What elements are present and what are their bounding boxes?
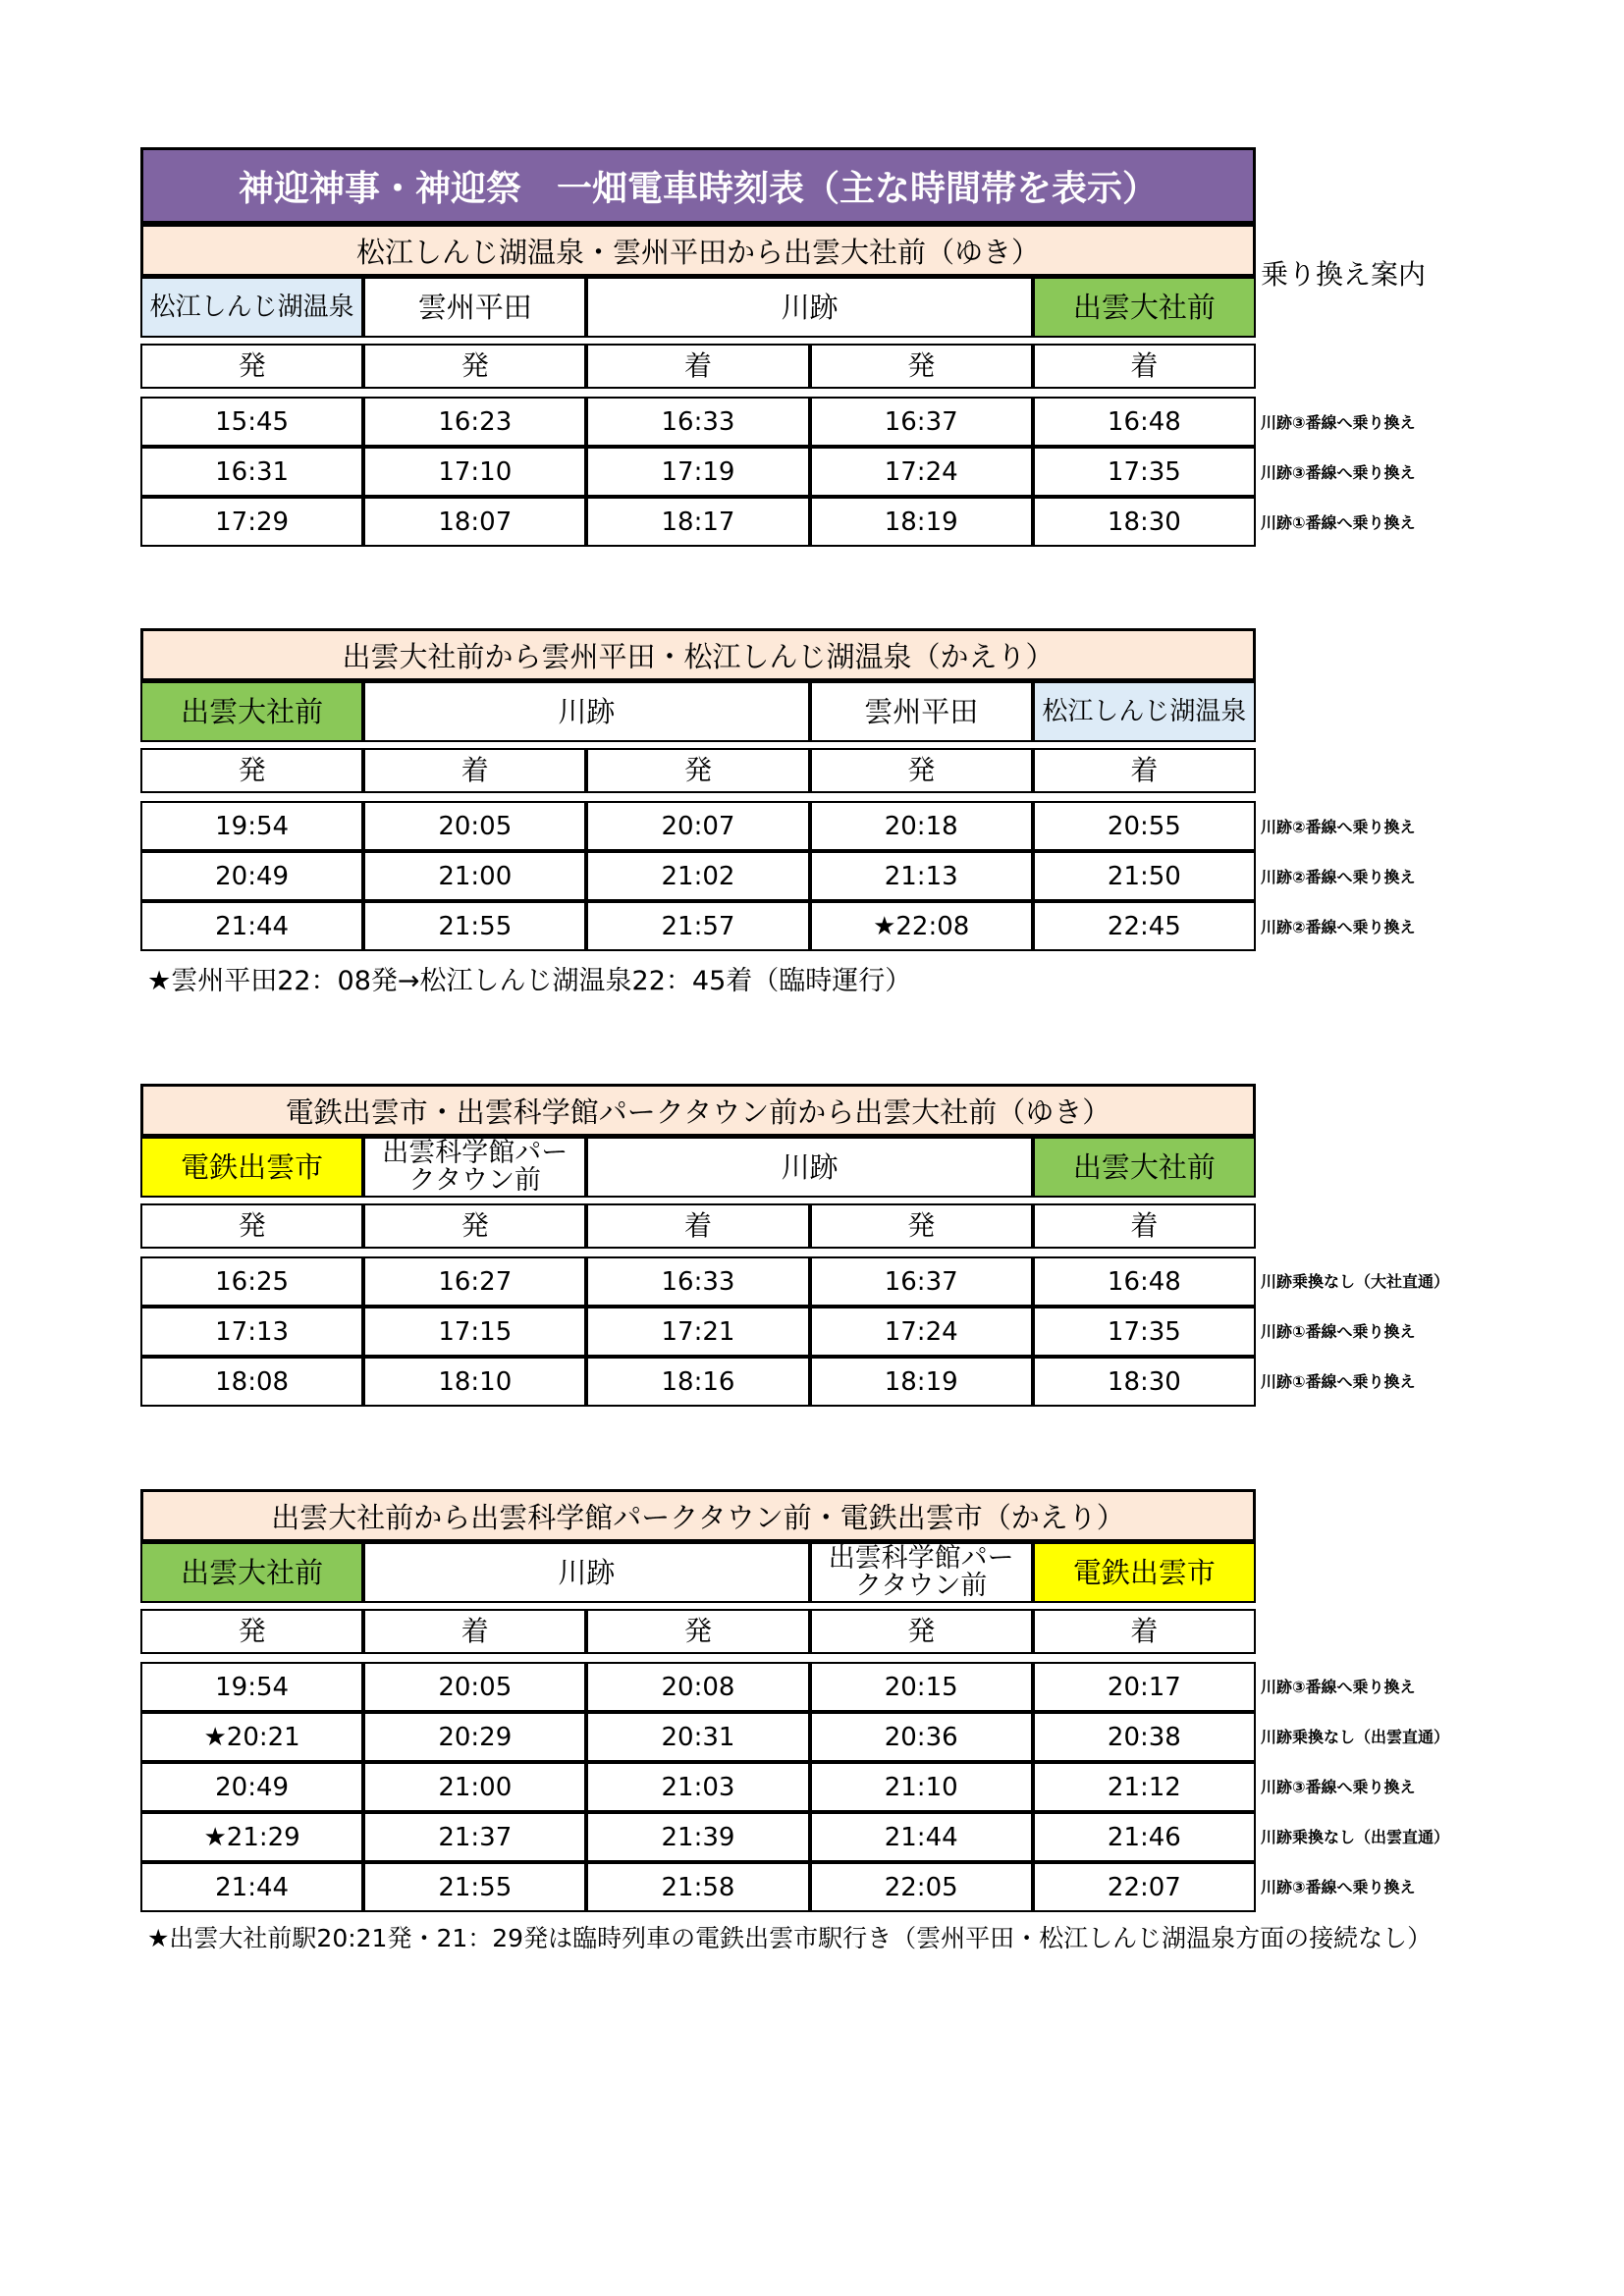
time-cell: 21:39: [586, 1812, 809, 1862]
time-rows: [140, 1662, 1256, 1912]
transfer-note: 川跡②番線へ乗り換え: [1261, 818, 1416, 836]
transfer-note: 川跡①番線へ乗り換え: [1261, 513, 1416, 532]
time-cell: 20:05: [363, 801, 586, 851]
time-cell: 21:37: [363, 1812, 586, 1862]
header-cell: 発: [810, 344, 1033, 389]
time-cell: 20:17: [1033, 1662, 1256, 1712]
station-row: [140, 1137, 1256, 1198]
station-kawato: 川跡: [363, 1542, 809, 1603]
transfer-note: 川跡乗換なし（大社直通）: [1261, 1272, 1450, 1291]
time-cell: 18:16: [586, 1357, 809, 1407]
header-cell: 発: [140, 748, 363, 793]
time-cell: 17:21: [586, 1307, 809, 1357]
section-title: 松江しんじ湖温泉・雲州平田から出雲大社前（ゆき）: [140, 224, 1256, 277]
time-cell: 18:08: [140, 1357, 363, 1407]
time-cell: 21:44: [140, 1862, 363, 1912]
transfer-note: 川跡②番線へ乗り換え: [1261, 868, 1416, 886]
header-cell: 発: [586, 748, 809, 793]
time-cell: 21:55: [363, 901, 586, 951]
time-cell: 21:58: [586, 1862, 809, 1912]
time-cell: 15:45: [140, 397, 363, 447]
time-cell: 18:19: [810, 497, 1033, 547]
transfer-note: 川跡③番線へ乗り換え: [1261, 413, 1416, 432]
time-cell: 20:55: [1033, 801, 1256, 851]
time-cell: 17:15: [363, 1307, 586, 1357]
time-cell: 18:19: [810, 1357, 1033, 1407]
transfer-note: 川跡②番線へ乗り換え: [1261, 918, 1416, 936]
time-cell: 20:31: [586, 1712, 809, 1762]
transfer-note: 川跡③番線へ乗り換え: [1261, 463, 1416, 482]
time-cell: 18:30: [1033, 497, 1256, 547]
time-cell: 20:49: [140, 1762, 363, 1812]
time-cell: 20:08: [586, 1662, 809, 1712]
header-cell: 着: [1033, 748, 1256, 793]
station-kawato: 川跡: [586, 277, 1032, 338]
time-cell: 20:36: [810, 1712, 1033, 1762]
time-cell: 20:15: [810, 1662, 1033, 1712]
header-row: [140, 1203, 1256, 1249]
header-cell: 着: [363, 748, 586, 793]
transfer-note: 川跡乗換なし（出雲直通）: [1261, 1728, 1450, 1746]
time-cell: 21:10: [810, 1762, 1033, 1812]
header-cell: 着: [586, 1203, 809, 1249]
station-dentetsu-izumoshi: 電鉄出雲市: [140, 1137, 363, 1198]
transfer-header: 乗り換え案内: [1261, 258, 1427, 291]
station-izumo-kagakukan: 出雲科学館パークタウン前: [363, 1137, 586, 1198]
time-rows: [140, 397, 1256, 547]
time-cell: 19:54: [140, 801, 363, 851]
header-cell: 着: [1033, 344, 1256, 389]
timetable-section-4: [140, 1489, 1256, 1912]
timetable-section-1: [140, 147, 1256, 547]
station-unshu-hirata: 雲州平田: [363, 277, 586, 338]
time-cell: 20:07: [586, 801, 809, 851]
time-cell: 17:29: [140, 497, 363, 547]
time-cell: 20:38: [1033, 1712, 1256, 1762]
time-cell: 22:05: [810, 1862, 1033, 1912]
time-cell: 17:24: [810, 447, 1033, 497]
time-cell: 19:54: [140, 1662, 363, 1712]
station-izumo-taisha-mae: 出雲大社前: [140, 681, 363, 742]
transfer-note: 川跡①番線へ乗り換え: [1261, 1372, 1416, 1391]
time-cell: 21:12: [1033, 1762, 1256, 1812]
station-izumo-taisha-mae: 出雲大社前: [1033, 277, 1256, 338]
time-cell: 17:24: [810, 1307, 1033, 1357]
time-rows: [140, 1256, 1256, 1407]
time-cell: ★22:08: [810, 901, 1033, 951]
time-rows: [140, 801, 1256, 951]
time-cell: 21:00: [363, 851, 586, 901]
header-cell: 発: [810, 748, 1033, 793]
time-cell: 18:17: [586, 497, 809, 547]
time-cell: 16:48: [1033, 397, 1256, 447]
transfer-note: 川跡①番線へ乗り換え: [1261, 1322, 1416, 1341]
header-cell: 着: [586, 344, 809, 389]
header-row: [140, 1609, 1256, 1654]
time-cell: 21:46: [1033, 1812, 1256, 1862]
time-cell: 16:48: [1033, 1256, 1256, 1307]
time-cell: 21:13: [810, 851, 1033, 901]
time-cell: 21:00: [363, 1762, 586, 1812]
time-cell: 17:13: [140, 1307, 363, 1357]
time-cell: 16:27: [363, 1256, 586, 1307]
section-title: 出雲大社前から出雲科学館パークタウン前・電鉄出雲市（かえり）: [140, 1489, 1256, 1542]
time-cell: 21:02: [586, 851, 809, 901]
header-cell: 発: [140, 1609, 363, 1654]
station-izumo-taisha-mae: 出雲大社前: [140, 1542, 363, 1603]
station-dentetsu-izumoshi: 電鉄出雲市: [1033, 1542, 1256, 1603]
time-cell: 21:44: [810, 1812, 1033, 1862]
station-kawato: 川跡: [586, 1137, 1032, 1198]
header-cell: 発: [586, 1609, 809, 1654]
time-cell: 21:50: [1033, 851, 1256, 901]
footnote: ★雲州平田22：08発→松江しんじ湖温泉22：45着（臨時運行）: [147, 966, 912, 996]
time-cell: 21:57: [586, 901, 809, 951]
station-matsue-shinjiko-onsen: 松江しんじ湖温泉: [140, 277, 363, 338]
transfer-note: 川跡乗換なし（出雲直通）: [1261, 1828, 1450, 1846]
header-cell: 発: [140, 1203, 363, 1249]
timetable-section-2: [140, 628, 1256, 951]
transfer-note: 川跡③番線へ乗り換え: [1261, 1778, 1416, 1796]
time-cell: 18:07: [363, 497, 586, 547]
header-cell: 着: [1033, 1203, 1256, 1249]
time-cell: 22:07: [1033, 1862, 1256, 1912]
section-title: 出雲大社前から雲州平田・松江しんじ湖温泉（かえり）: [140, 628, 1256, 681]
time-cell: 17:35: [1033, 1307, 1256, 1357]
transfer-note: 川跡③番線へ乗り換え: [1261, 1678, 1416, 1696]
header-cell: 発: [363, 344, 586, 389]
time-cell: 16:31: [140, 447, 363, 497]
station-kawato: 川跡: [363, 681, 809, 742]
header-cell: 発: [140, 344, 363, 389]
time-cell: 22:45: [1033, 901, 1256, 951]
time-cell: 21:03: [586, 1762, 809, 1812]
time-cell: 16:23: [363, 397, 586, 447]
station-row: [140, 277, 1256, 338]
time-cell: 20:29: [363, 1712, 586, 1762]
station-row: [140, 681, 1256, 742]
time-cell: 21:44: [140, 901, 363, 951]
station-row: [140, 1542, 1256, 1603]
header-cell: 着: [1033, 1609, 1256, 1654]
time-cell: ★20:21: [140, 1712, 363, 1762]
section-title: 電鉄出雲市・出雲科学館パークタウン前から出雲大社前（ゆき）: [140, 1084, 1256, 1137]
time-cell: 18:10: [363, 1357, 586, 1407]
footnote: ★出雲大社前駅20:21発・21：29発は臨時列車の電鉄出雲市駅行き（雲州平田・松江しんじ湖温泉方面の接続なし）: [147, 1924, 1433, 1952]
timetable-section-3: [140, 1084, 1256, 1407]
header-cell: 発: [810, 1609, 1033, 1654]
station-izumo-kagakukan: 出雲科学館パークタウン前: [810, 1542, 1033, 1603]
time-cell: 16:33: [586, 397, 809, 447]
header-row: [140, 344, 1256, 389]
header-row: [140, 748, 1256, 793]
transfer-note: 川跡③番線へ乗り換え: [1261, 1878, 1416, 1896]
main-title: 神迎神事・神迎祭 一畑電車時刻表（主な時間帯を表示）: [140, 147, 1256, 224]
time-cell: 18:30: [1033, 1357, 1256, 1407]
header-cell: 着: [363, 1609, 586, 1654]
time-cell: 20:18: [810, 801, 1033, 851]
station-matsue-shinjiko-onsen: 松江しんじ湖温泉: [1033, 681, 1256, 742]
time-cell: ★21:29: [140, 1812, 363, 1862]
time-cell: 16:33: [586, 1256, 809, 1307]
time-cell: 16:37: [810, 397, 1033, 447]
time-cell: 20:49: [140, 851, 363, 901]
time-cell: 17:35: [1033, 447, 1256, 497]
time-cell: 16:25: [140, 1256, 363, 1307]
time-cell: 16:37: [810, 1256, 1033, 1307]
time-cell: 21:55: [363, 1862, 586, 1912]
header-cell: 発: [363, 1203, 586, 1249]
station-izumo-taisha-mae: 出雲大社前: [1033, 1137, 1256, 1198]
station-unshu-hirata: 雲州平田: [810, 681, 1033, 742]
time-cell: 17:10: [363, 447, 586, 497]
time-cell: 17:19: [586, 447, 809, 497]
header-cell: 発: [810, 1203, 1033, 1249]
time-cell: 20:05: [363, 1662, 586, 1712]
